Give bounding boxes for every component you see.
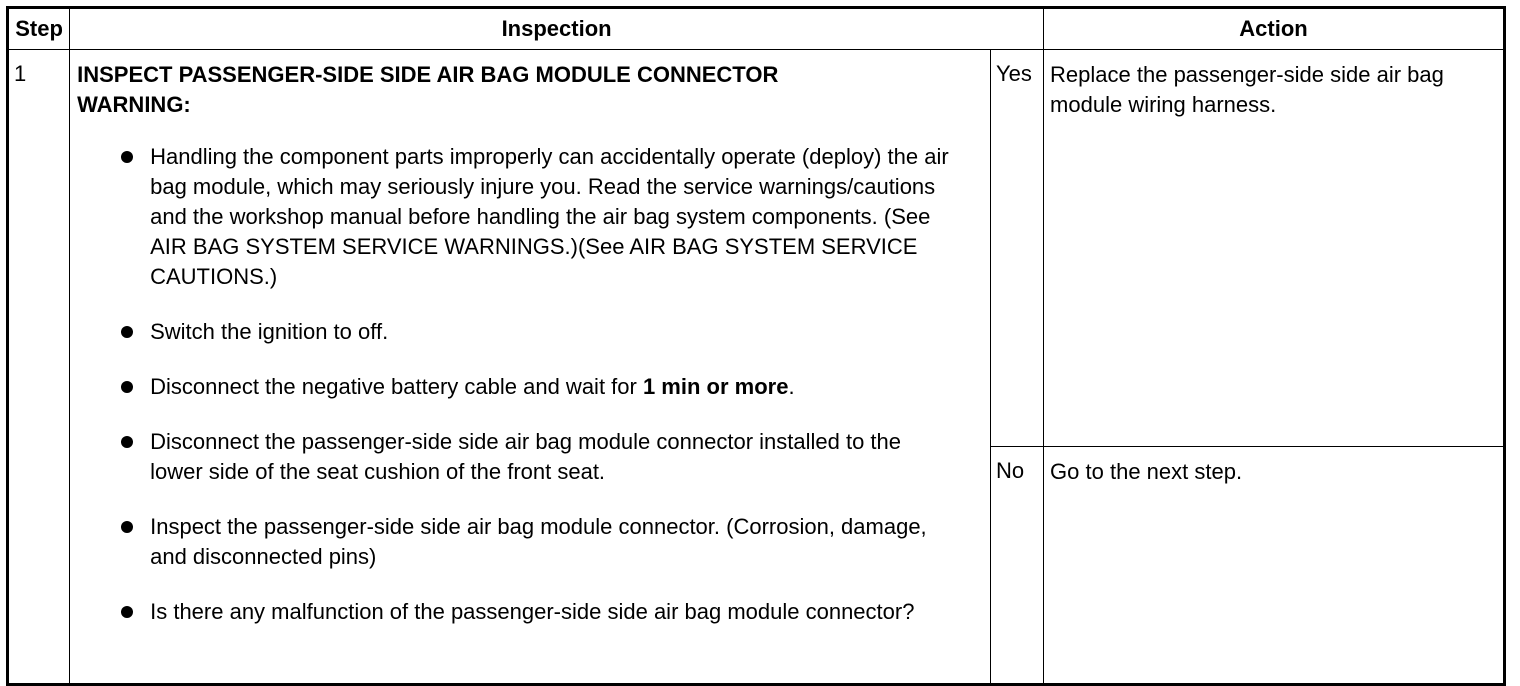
inspection-cell <box>70 50 991 685</box>
header-action: Action <box>1044 8 1505 50</box>
list-item <box>77 142 950 292</box>
step-number: 1 <box>8 50 70 685</box>
no-action: Go to the next step. <box>1044 447 1505 685</box>
header-inspection: Inspection <box>70 8 1044 50</box>
header-step: Step <box>8 8 70 50</box>
list-item <box>77 317 950 347</box>
bullet-text: Inspect the passenger-side side air bag module connector. (Corrosion, damage, and disconnected pins) <box>150 514 927 569</box>
bullet-icon <box>121 436 133 448</box>
inspection-title-line1: INSPECT PASSENGER-SIDE SIDE AIR BAG MODULE CONNECTOR <box>77 62 779 87</box>
list-item <box>77 597 950 627</box>
bullet-icon <box>121 151 133 163</box>
warning-label: WARNING: <box>77 92 191 117</box>
header-row <box>8 8 1505 50</box>
wait-duration: 1 min or more <box>642 374 789 399</box>
bullet-text: Is there any malfunction of the passenger-side side air bag module connector? <box>150 599 915 624</box>
bullet-text: Switch the ignition to off. <box>150 319 389 344</box>
no-label: No <box>990 447 1043 685</box>
bullet-icon <box>121 521 133 533</box>
bullet-text-end: . <box>788 374 795 399</box>
bullet-text: Handling the component parts improperly can accidentally operate (deploy) the air bag module, which may seriously injure you. Read the service warnings/cautions and the workshop manual before handling the air bag system components. (See AIR BAG SYSTEM SERVICE WARNINGS.)(See AIR BAG SYSTEM SERVICE CAUTIONS.) <box>150 144 949 289</box>
bullet-icon <box>121 326 133 338</box>
list-item <box>77 372 950 402</box>
list-item <box>77 427 950 487</box>
inspection-title <box>77 60 984 120</box>
bullet-text: Disconnect the negative battery cable and wait for <box>150 374 643 399</box>
bullet-text: Disconnect the passenger-side side air bag module connector installed to the lower side of the seat cushion of the front seat. <box>150 429 901 484</box>
yes-label: Yes <box>990 50 1043 447</box>
yes-action: Replace the passenger-side side air bag module wiring harness. <box>1044 50 1505 447</box>
bullet-icon <box>121 381 133 393</box>
list-item <box>77 512 950 572</box>
inspection-bullet-list <box>77 142 984 627</box>
table-row <box>8 50 1505 447</box>
diagnostic-table <box>6 6 1506 686</box>
bullet-icon <box>121 606 133 618</box>
